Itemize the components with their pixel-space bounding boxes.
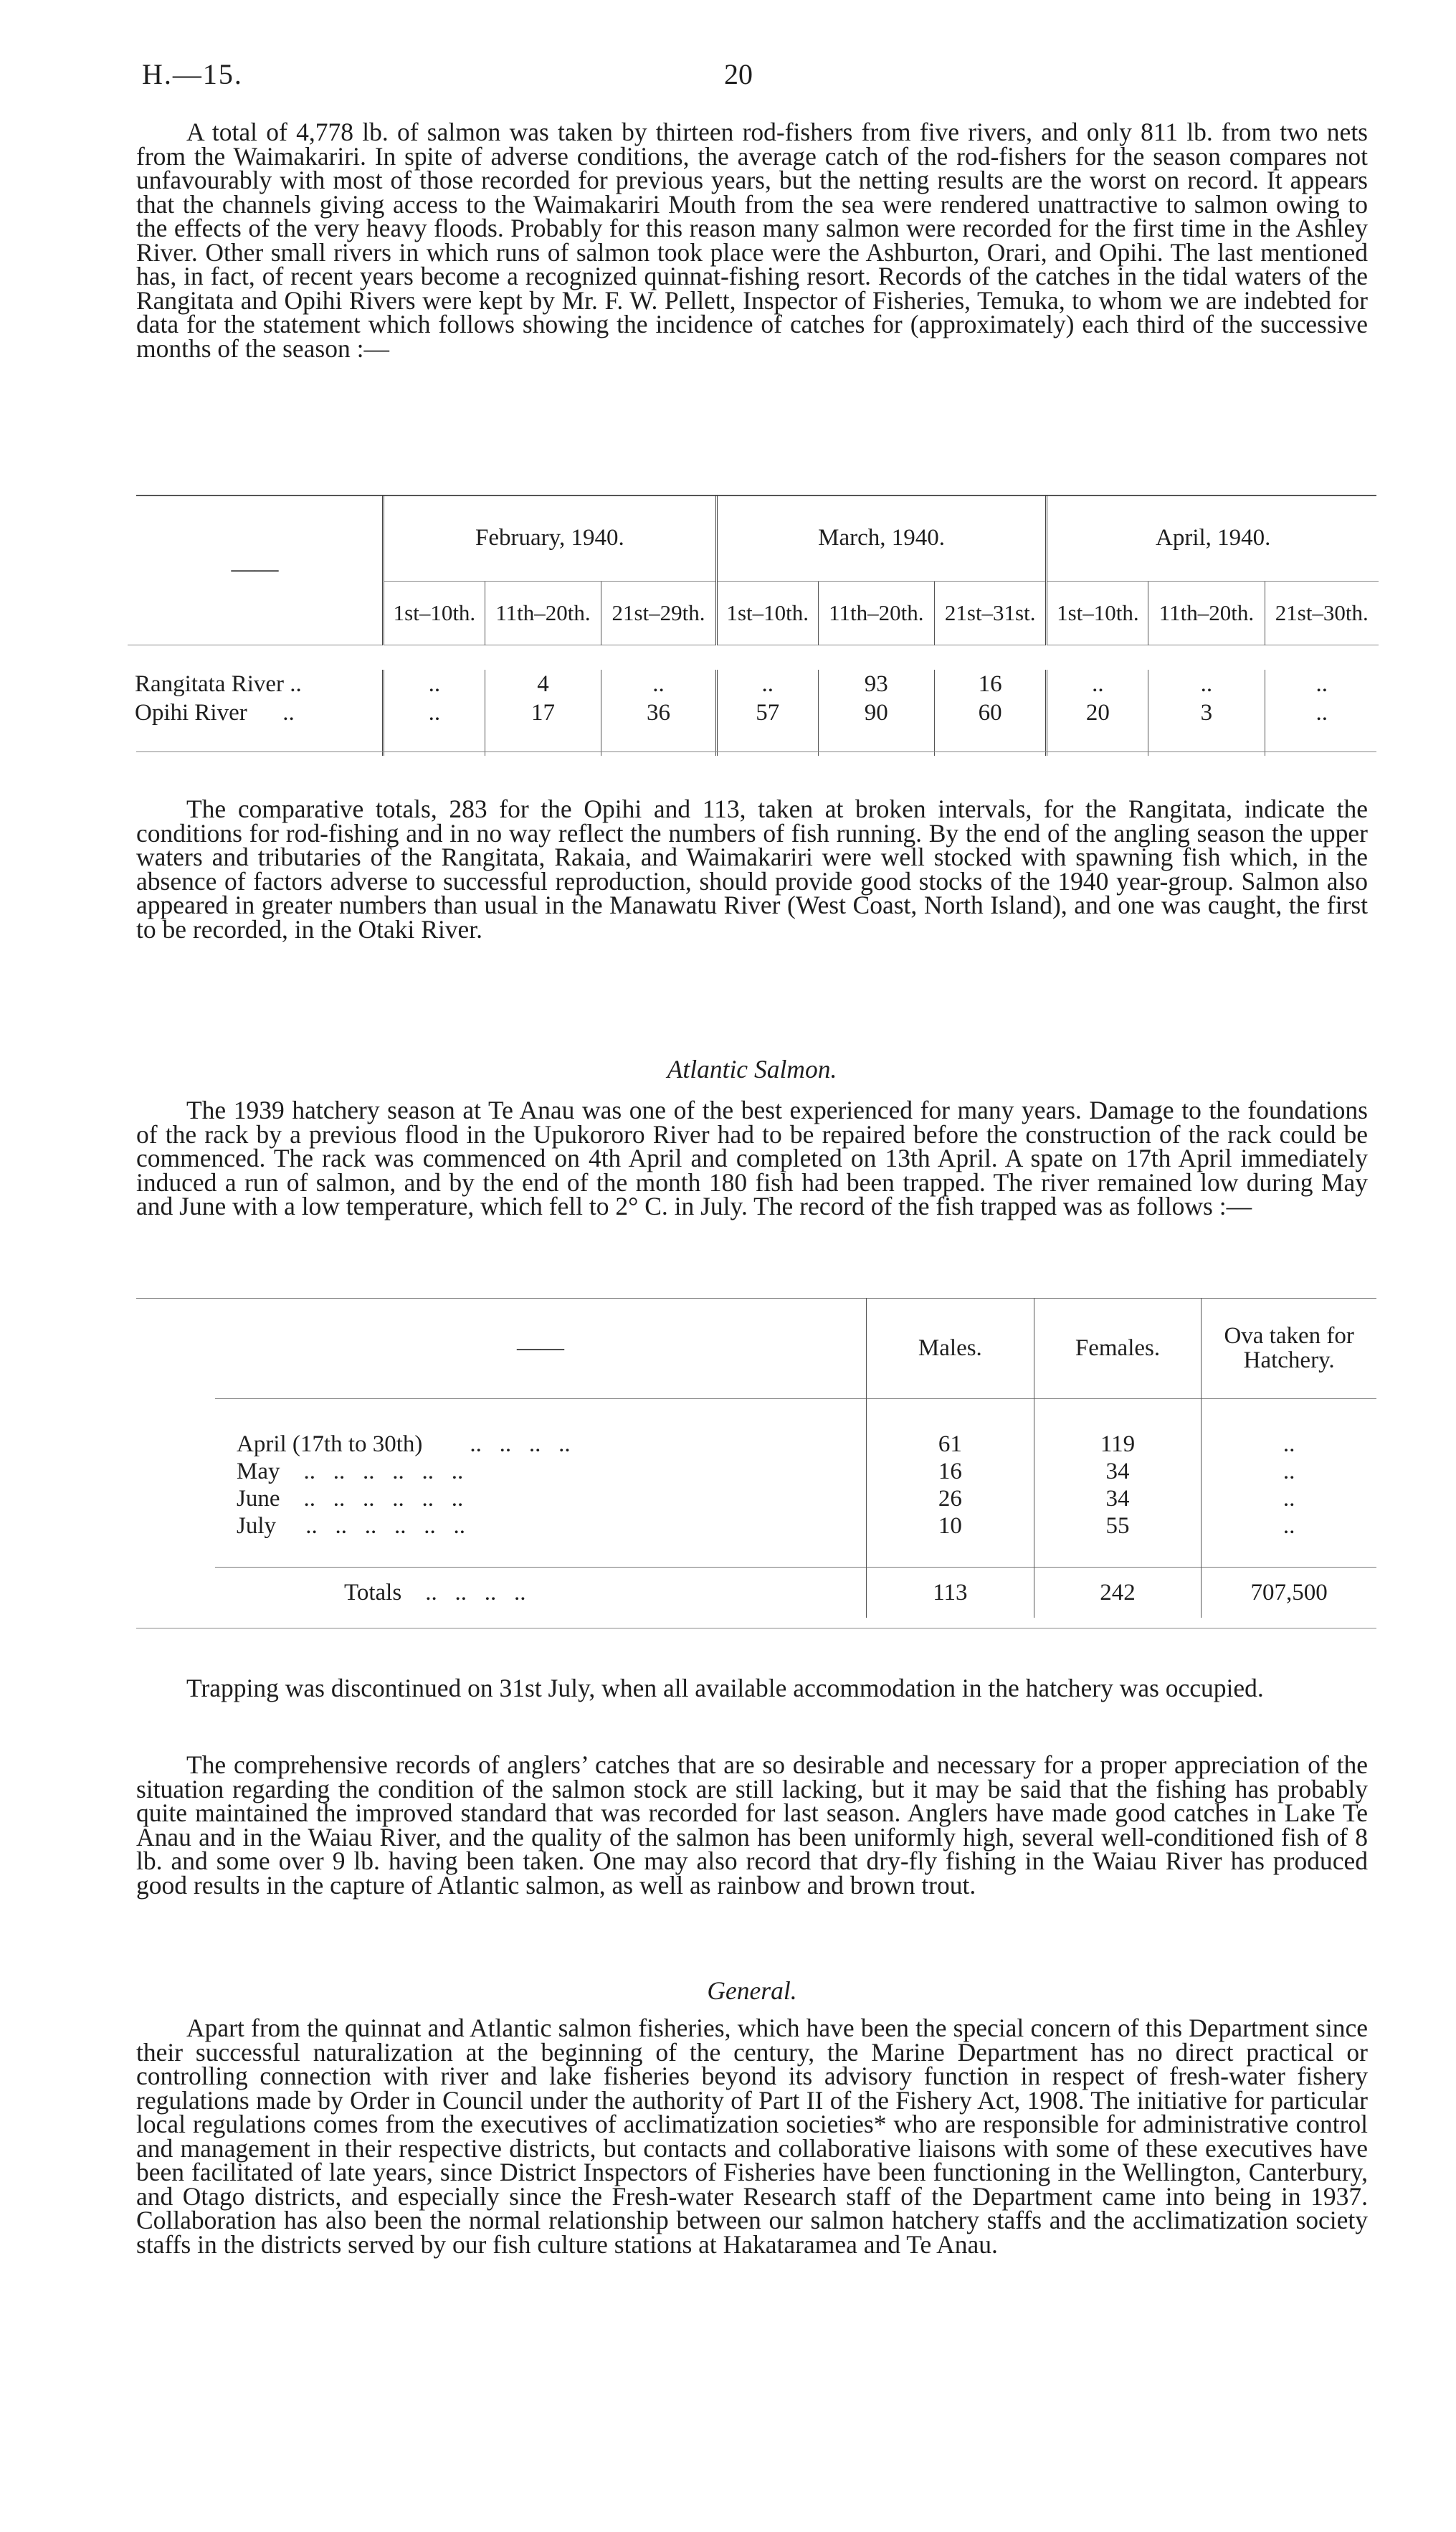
table-cell: .. xyxy=(1202,1458,1376,1485)
totals-cell: 242 xyxy=(1034,1568,1202,1618)
row-label: May .. .. .. .. .. .. xyxy=(237,1458,464,1484)
table-cell: 57 xyxy=(716,698,818,727)
table-cell: 4 xyxy=(485,670,601,698)
table-cell: 16 xyxy=(867,1458,1034,1485)
paragraph-trapping: Trapping was discontinued on 31st July, when all available accommodation in the hatchery was occupied. xyxy=(186,1674,1264,1702)
month-header-mar: March, 1940. xyxy=(716,495,1047,582)
month-header-feb: February, 1940. xyxy=(384,495,717,582)
row-label: July .. .. .. .. .. .. xyxy=(237,1512,466,1539)
page-number: 20 xyxy=(724,58,753,90)
totals-cell: 707,500 xyxy=(1202,1568,1376,1618)
period-header: 1st–10th. xyxy=(384,582,485,645)
column-header-males: Males. xyxy=(867,1298,1034,1399)
table-cell: .. xyxy=(716,670,818,698)
table-row xyxy=(215,1458,1376,1485)
paragraph-anglers-records: The comprehensive records of anglers’ catches that are so desirable and necessary for a proper appreciation of the situation regarding the condition of the salmon stock are still lacking, but it may be said that the fishing has probably quite maintained the improved standard that was recorded for last season. Anglers have made good catches in Lake Te Anau and in the Waiau River, and the quality of the salmon has been uniformly high, several well-conditioned fish of 8 lb. and some over 9 lb. having been taken. One may also record that dry-fly fishing in the Waiau River has produced good results in the capture of Atlantic salmon, as well as rainbow and brown trout. xyxy=(136,1750,1368,1900)
table-cell: .. xyxy=(1148,670,1265,698)
table-cell: .. xyxy=(1202,1512,1376,1540)
table-cell: 60 xyxy=(934,698,1047,727)
period-header: 11th–20th. xyxy=(818,582,934,645)
table-cell: 20 xyxy=(1047,698,1148,727)
table-cell: 10 xyxy=(867,1512,1034,1540)
table-cell: .. xyxy=(1202,1431,1376,1458)
table-cell: 36 xyxy=(601,698,717,727)
period-header: 11th–20th. xyxy=(485,582,601,645)
paragraph-general: Apart from the quinnat and Atlantic salmon fisheries, which have been the special concern of this Department since their successful naturalization at the beginning of the century, the Marine Department has no direct practical or controlling connection with river and lake fisheries beyond its advisory function in respect of fresh-water fishery regulations made by Order in Council under the authority of Part II of the Fishery Act, 1908. The initiative for particular local regulations comes from the executives of acclimatization societies* who are responsible for administrative control and management in their respective districts, but contacts and collaborative liaisons with some of these executives have been facilitated of late years, since District Inspectors of Fisheries have been functioning in the Wellington, Canterbury, and Otago districts, and especially since the Fresh-water Research staff of the Department came into being in 1937. Collaboration has also been the normal relationship between our salmon hatchery staffs and the acclimatization society staffs in the districts served by our fish culture stations at Hakataramea and Te Anau. xyxy=(136,2014,1368,2259)
period-header: 11th–20th. xyxy=(1148,582,1265,645)
table-cell: 17 xyxy=(485,698,601,727)
table-cell: .. xyxy=(1265,698,1379,727)
month-header-apr: April, 1940. xyxy=(1047,495,1379,582)
table-bottom-rule xyxy=(136,751,1376,752)
document-reference: H.—15. xyxy=(142,58,243,90)
table-row xyxy=(215,1485,1376,1512)
table-cell: 55 xyxy=(1034,1512,1202,1540)
table-cell: 119 xyxy=(1034,1431,1202,1458)
paragraph-comparative-totals: The comparative totals, 283 for the Opihi and 113, taken at broken intervals, for the Rangitata, indicate the conditions for rod-fishing and in no way reflect the numbers of fish running. By the end of the angling season the upper waters and tributaries of the Rangitata, Rakaia, and Waimakariri were well stocked with spawning fish which, in the absence of factors adverse to successful reproduction, should provide good stocks of the 1940 year-group. Salmon also appeared in greater numbers than usual in the Manawatu River (West Coast, North Island), and one was caught, the first to be recorded, in the Otaki River. xyxy=(136,795,1368,944)
row-label: April (17th to 30th) .. .. .. .. xyxy=(237,1431,571,1457)
period-header: 21st–30th. xyxy=(1265,582,1379,645)
period-header: 1st–10th. xyxy=(716,582,818,645)
table-cell: .. xyxy=(384,670,485,698)
river-label: Opihi River .. xyxy=(135,699,295,726)
period-header: 21st–29th. xyxy=(601,582,717,645)
table-cell: .. xyxy=(1047,670,1148,698)
table-cell: 93 xyxy=(818,670,934,698)
table-cell: 3 xyxy=(1148,698,1265,727)
table-cell: .. xyxy=(1202,1485,1376,1512)
table-corner: —— xyxy=(231,556,279,582)
table-cell: 16 xyxy=(934,670,1047,698)
table-cell: 26 xyxy=(867,1485,1034,1512)
column-header-ova: Ova taken for Hatchery. xyxy=(1202,1298,1376,1399)
period-header: 21st–31st. xyxy=(934,582,1047,645)
table-cell: 90 xyxy=(818,698,934,727)
totals-cell: 113 xyxy=(867,1568,1034,1618)
table-cell: 61 xyxy=(867,1431,1034,1458)
river-label: Rangitata River .. xyxy=(135,670,302,697)
table-row xyxy=(215,1512,1376,1540)
table-row xyxy=(128,670,1379,698)
period-header: 1st–10th. xyxy=(1047,582,1148,645)
table-cell: .. xyxy=(601,670,717,698)
section-heading-general: General. xyxy=(707,1976,797,2005)
totals-label: Totals .. .. .. .. xyxy=(215,1568,867,1618)
table-cell: 34 xyxy=(1034,1458,1202,1485)
fish-trapped-table xyxy=(215,1298,1376,1618)
table-row xyxy=(215,1431,1376,1458)
totals-row xyxy=(215,1568,1376,1618)
catch-incidence-table xyxy=(128,495,1379,756)
paragraph-hatchery-season: The 1939 hatchery season at Te Anau was one of the best experienced for many years. Damage to the foundations of the rack by a previous flood in the Upukororo River had to be repaired before the construction of the rack could be commenced. The rack was commenced on 4th April and completed on 13th April. A spate on 17th April immediately induced a run of salmon, and by the end of the month 180 fish had been trapped. The river remained low during May and June with a low temperature, which fell to 2° C. in July. The record of the fish trapped was as follows :— xyxy=(136,1096,1368,1220)
table-cell: .. xyxy=(384,698,485,727)
table-row xyxy=(128,698,1379,727)
table-cell: .. xyxy=(1265,670,1379,698)
table-cell: 34 xyxy=(1034,1485,1202,1512)
paragraph-salmon-totals: A total of 4,778 lb. of salmon was taken by thirteen rod-fishers from five rivers, and only 811 lb. from two nets from the Waimakariri. In spite of adverse conditions, the average catch of the rod-fishers for the season compares not unfavourably with most of those recorded for previous years, but the netting results are the worst on record. It appears that the channels giving access to the Waimakariri Mouth from the sea were rendered unattractive to salmon owing to the effects of the very heavy floods. Probably for this reason many salmon were recorded for the first time in the Ashley River. Other small rivers in which runs of salmon took place were the Ashburton, Orari, and Opihi. The last mentioned has, in fact, of recent years become a recognized quinnat-fishing resort. Records of the catches in the tidal waters of the Rangitata and Opihi Rivers were kept by Mr. F. W. Pellett, Inspector of Fisheries, Temuka, to whom we are indebted for data for the statement which follows showing the incidence of catches for (approximately) each third of the successive months of the season :— xyxy=(136,118,1368,363)
row-label: June .. .. .. .. .. .. xyxy=(237,1485,464,1512)
table-corner: —— xyxy=(517,1334,565,1361)
section-heading-atlantic: Atlantic Salmon. xyxy=(667,1055,837,1084)
column-header-females: Females. xyxy=(1034,1298,1202,1399)
